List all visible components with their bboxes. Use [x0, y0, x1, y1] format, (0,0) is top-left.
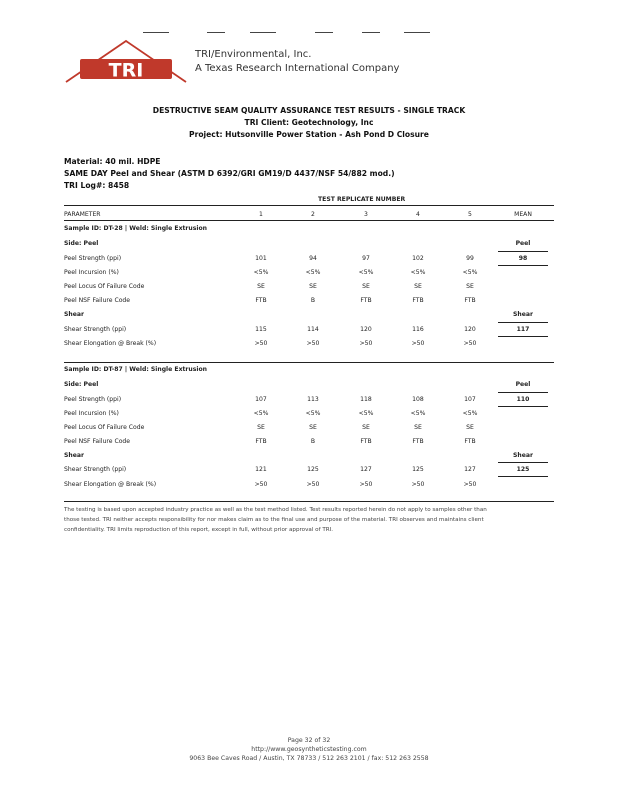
- replicate-header: 1: [259, 211, 263, 218]
- mean-box-rule: [498, 265, 548, 266]
- mean-header: MEAN: [514, 211, 532, 218]
- value-cell: >50: [254, 481, 268, 488]
- mean-box-rule: [498, 392, 548, 393]
- side-peel-label: Side: Peel: [64, 381, 99, 388]
- value-cell: >50: [411, 340, 425, 347]
- value-cell: >50: [359, 481, 373, 488]
- row-label: Peel Incursion (%): [64, 410, 119, 417]
- value-cell: 102: [412, 255, 424, 262]
- value-cell: 127: [360, 466, 372, 473]
- test-method: SAME DAY Peel and Shear (ASTM D 6392/GRI GM19/D 4437/NSF 54/882 mod.): [64, 169, 395, 178]
- mean-value: 125: [516, 466, 530, 473]
- table-rule: [64, 220, 554, 221]
- value-cell: FTB: [360, 297, 372, 304]
- value-cell: 113: [307, 396, 319, 403]
- replicate-group-header: TEST REPLICATE NUMBER: [318, 196, 406, 203]
- value-cell: 107: [464, 396, 476, 403]
- value-cell: SE: [257, 283, 265, 290]
- shear-mean-label: Shear: [513, 452, 533, 459]
- value-cell: 107: [255, 396, 267, 403]
- top-rule: [207, 32, 225, 33]
- company-tagline: A Texas Research International Company: [195, 63, 400, 74]
- logo-text: TRI: [108, 59, 144, 82]
- row-label: Shear Strength (ppi): [64, 466, 127, 473]
- report-project: Project: Hutsonville Power Station - Ash Pond D Closure: [189, 130, 429, 139]
- mean-value: 98: [518, 255, 528, 262]
- mean-box-rule: [498, 476, 548, 477]
- value-cell: 125: [412, 466, 424, 473]
- value-cell: SE: [466, 283, 474, 290]
- value-cell: 114: [307, 326, 319, 333]
- value-cell: 116: [412, 326, 424, 333]
- value-cell: >50: [306, 481, 320, 488]
- value-cell: <5%: [253, 410, 269, 417]
- value-cell: SE: [414, 283, 422, 290]
- mean-box-rule: [498, 322, 548, 323]
- value-cell: FTB: [464, 438, 476, 445]
- top-rule: [143, 32, 169, 33]
- value-cell: FTB: [412, 297, 424, 304]
- row-label: Peel Incursion (%): [64, 269, 119, 276]
- value-cell: <5%: [462, 410, 478, 417]
- value-cell: 94: [309, 255, 317, 262]
- row-label: Peel NSF Failure Code: [64, 297, 131, 304]
- value-cell: 101: [255, 255, 267, 262]
- value-cell: SE: [414, 424, 422, 431]
- value-cell: SE: [466, 424, 474, 431]
- value-cell: 125: [307, 466, 319, 473]
- row-label: Shear Elongation @ Break (%): [64, 481, 157, 488]
- shear-label: Shear: [64, 452, 84, 459]
- value-cell: FTB: [360, 438, 372, 445]
- top-rule: [250, 32, 276, 33]
- side-peel-label: Side: Peel: [64, 240, 99, 247]
- company-name: TRI/Environmental, Inc.: [195, 49, 312, 60]
- value-cell: <5%: [410, 410, 426, 417]
- mean-value: 110: [516, 396, 530, 403]
- value-cell: 120: [360, 326, 372, 333]
- value-cell: >50: [359, 340, 373, 347]
- table-rule: [64, 501, 554, 502]
- top-rule: [404, 32, 430, 33]
- tri-logo: [64, 38, 188, 84]
- footer-address: 9063 Bee Caves Road / Austin, TX 78733 / 512 263 2101 / fax: 512 263 2558: [189, 755, 429, 762]
- value-cell: SE: [257, 424, 265, 431]
- mean-box-rule: [498, 406, 548, 407]
- shear-mean-label: Shear: [513, 311, 533, 318]
- peel-mean-label: Peel: [515, 381, 531, 388]
- row-label: Peel Strength (ppi): [64, 255, 122, 262]
- value-cell: SE: [309, 424, 317, 431]
- peel-mean-label: Peel: [515, 240, 531, 247]
- value-cell: 118: [360, 396, 372, 403]
- disclaimer-line: confidentiality. TRI limits reproduction of this report, except in full, without prior approval of TRI.: [64, 527, 334, 533]
- value-cell: <5%: [253, 269, 269, 276]
- page-number: Page 32 of 32: [287, 737, 331, 744]
- table-rule: [64, 362, 554, 363]
- value-cell: >50: [254, 340, 268, 347]
- value-cell: >50: [463, 340, 477, 347]
- row-label: Shear Strength (ppi): [64, 326, 127, 333]
- value-cell: FTB: [464, 297, 476, 304]
- disclaimer-line: those tested. TRI neither accepts responsibility for nor makes claim as to the final use and purpose of the material. TRI observes and maintains client: [64, 517, 484, 523]
- value-cell: SE: [362, 424, 370, 431]
- row-label: Peel NSF Failure Code: [64, 438, 131, 445]
- value-cell: 99: [466, 255, 474, 262]
- row-label: Peel Locus Of Failure Code: [64, 424, 145, 431]
- parameter-header: PARAMETER: [64, 211, 101, 218]
- disclaimer-line: The testing is based upon accepted industry practice as well as the test method listed. Test results reported herein do not apply to samples other than: [64, 507, 487, 513]
- value-cell: <5%: [358, 269, 374, 276]
- top-rule: [362, 32, 380, 33]
- value-cell: B: [310, 438, 316, 445]
- value-cell: <5%: [358, 410, 374, 417]
- value-cell: <5%: [462, 269, 478, 276]
- report-client: TRI Client: Geotechnology, Inc: [244, 118, 374, 127]
- value-cell: <5%: [305, 410, 321, 417]
- footer-url: http://www.geosyntheticstesting.com: [251, 746, 367, 753]
- value-cell: 121: [255, 466, 267, 473]
- mean-box-rule: [498, 462, 548, 463]
- mean-box-rule: [498, 251, 548, 252]
- sample-title: Sample ID: DT-87 | Weld: Single Extrusion: [64, 366, 207, 373]
- mean-box-rule: [498, 336, 548, 337]
- value-cell: >50: [306, 340, 320, 347]
- value-cell: 120: [464, 326, 476, 333]
- value-cell: 108: [412, 396, 424, 403]
- value-cell: <5%: [410, 269, 426, 276]
- value-cell: SE: [309, 283, 317, 290]
- row-label: Peel Locus Of Failure Code: [64, 283, 145, 290]
- replicate-header: 4: [416, 211, 420, 218]
- material: Material: 40 mil. HDPE: [64, 157, 161, 166]
- report-title: DESTRUCTIVE SEAM QUALITY ASSURANCE TEST RESULTS - SINGLE TRACK: [152, 106, 466, 115]
- mean-value: 117: [516, 326, 530, 333]
- value-cell: FTB: [255, 297, 267, 304]
- top-rule: [315, 32, 333, 33]
- replicate-header: 2: [311, 211, 315, 218]
- value-cell: >50: [411, 481, 425, 488]
- shear-label: Shear: [64, 311, 84, 318]
- value-cell: 127: [464, 466, 476, 473]
- value-cell: 97: [362, 255, 370, 262]
- value-cell: 115: [255, 326, 267, 333]
- row-label: Peel Strength (ppi): [64, 396, 122, 403]
- sample-title: Sample ID: DT-28 | Weld: Single Extrusion: [64, 225, 207, 232]
- table-rule: [64, 205, 554, 206]
- value-cell: <5%: [305, 269, 321, 276]
- value-cell: SE: [362, 283, 370, 290]
- value-cell: >50: [463, 481, 477, 488]
- replicate-header: 3: [364, 211, 368, 218]
- value-cell: FTB: [412, 438, 424, 445]
- tri-log: TRI Log#: 8458: [64, 181, 130, 190]
- replicate-header: 5: [468, 211, 472, 218]
- row-label: Shear Elongation @ Break (%): [64, 340, 157, 347]
- value-cell: B: [310, 297, 316, 304]
- value-cell: FTB: [255, 438, 267, 445]
